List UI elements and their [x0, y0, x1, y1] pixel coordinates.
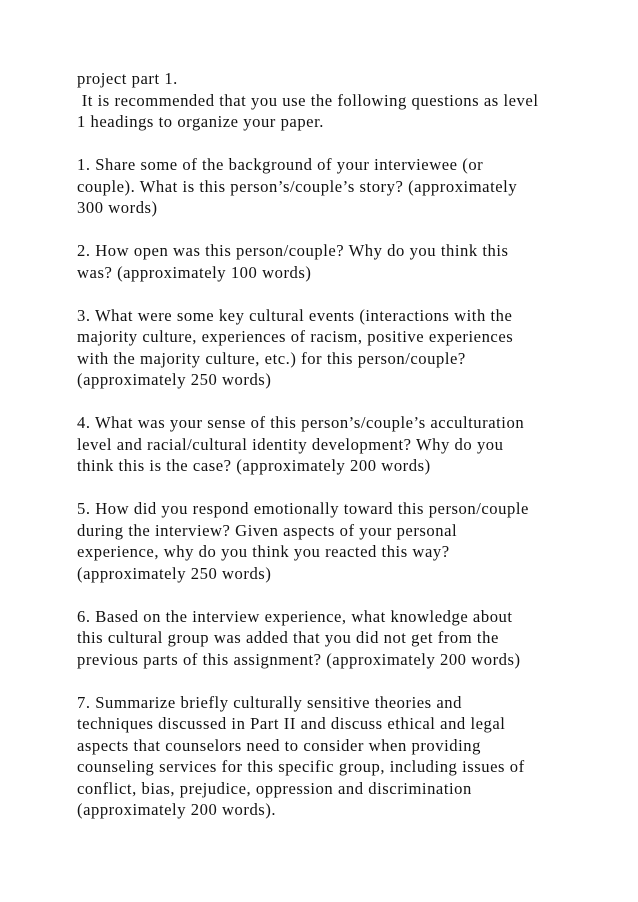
- question-line: majority culture, experiences of racism, positive experiences: [77, 327, 514, 346]
- question-line: this cultural group was added that you did not get from the: [77, 628, 499, 647]
- intro-line: It is recommended that you use the following questions as level: [77, 90, 539, 110]
- question-line: 4. What was your sense of this person’s/couple’s acculturation: [77, 413, 525, 432]
- question-line: 3. What were some key cultural events (interactions with the: [77, 305, 513, 325]
- paragraph-spacer: [77, 133, 617, 155]
- question-line: 2. How open was this person/couple? Why do you think this: [77, 241, 509, 260]
- question-line: level and racial/cultural identity development? Why do you: [77, 434, 504, 454]
- question-line: 5. How did you respond emotionally toward this person/couple: [77, 499, 529, 518]
- question-line: aspects that counselors need to consider when providing: [77, 735, 481, 755]
- question-5: [77, 498, 617, 584]
- question-line: think this is the case? (approximately 200 words): [77, 456, 431, 475]
- question-line: previous parts of this assignment? (approximately 200 words): [77, 649, 521, 669]
- paragraph-spacer: [77, 670, 617, 692]
- question-line: (approximately 200 words).: [77, 800, 277, 819]
- question-line: (approximately 250 words): [77, 370, 272, 389]
- question-6: [77, 606, 617, 671]
- paragraph-spacer: [77, 283, 617, 305]
- question-7: [77, 692, 617, 821]
- question-line: counseling services for this specific group, including issues of: [77, 757, 525, 776]
- question-2: [77, 240, 617, 283]
- question-line: (approximately 250 words): [77, 563, 272, 583]
- intro-line: 1 headings to organize your paper.: [77, 112, 324, 131]
- question-1: [77, 154, 617, 219]
- intro-paragraph: [77, 68, 617, 133]
- question-line: conflict, bias, prejudice, oppression and discrimination: [77, 778, 472, 798]
- question-line: couple). What is this person’s/couple’s story? (approximately: [77, 176, 518, 196]
- intro-line: project part 1.: [77, 69, 178, 88]
- paragraph-spacer: [77, 391, 617, 413]
- question-line: was? (approximately 100 words): [77, 262, 312, 282]
- question-line: 1. Share some of the background of your interviewee (or: [77, 155, 484, 174]
- question-line: during the interview? Given aspects of your personal: [77, 520, 458, 540]
- question-line: 300 words): [77, 198, 158, 217]
- paragraph-spacer: [77, 584, 617, 606]
- paragraph-spacer: [77, 477, 617, 499]
- question-line: 6. Based on the interview experience, what knowledge about: [77, 606, 513, 626]
- document-body: [77, 68, 617, 821]
- question-line: techniques discussed in Part II and discuss ethical and legal: [77, 714, 506, 733]
- question-4: [77, 412, 617, 477]
- question-3: [77, 305, 617, 391]
- paragraph-spacer: [77, 219, 617, 241]
- question-line: experience, why do you think you reacted this way?: [77, 542, 450, 561]
- question-line: 7. Summarize briefly culturally sensitive theories and: [77, 692, 462, 712]
- question-line: with the majority culture, etc.) for this person/couple?: [77, 348, 466, 368]
